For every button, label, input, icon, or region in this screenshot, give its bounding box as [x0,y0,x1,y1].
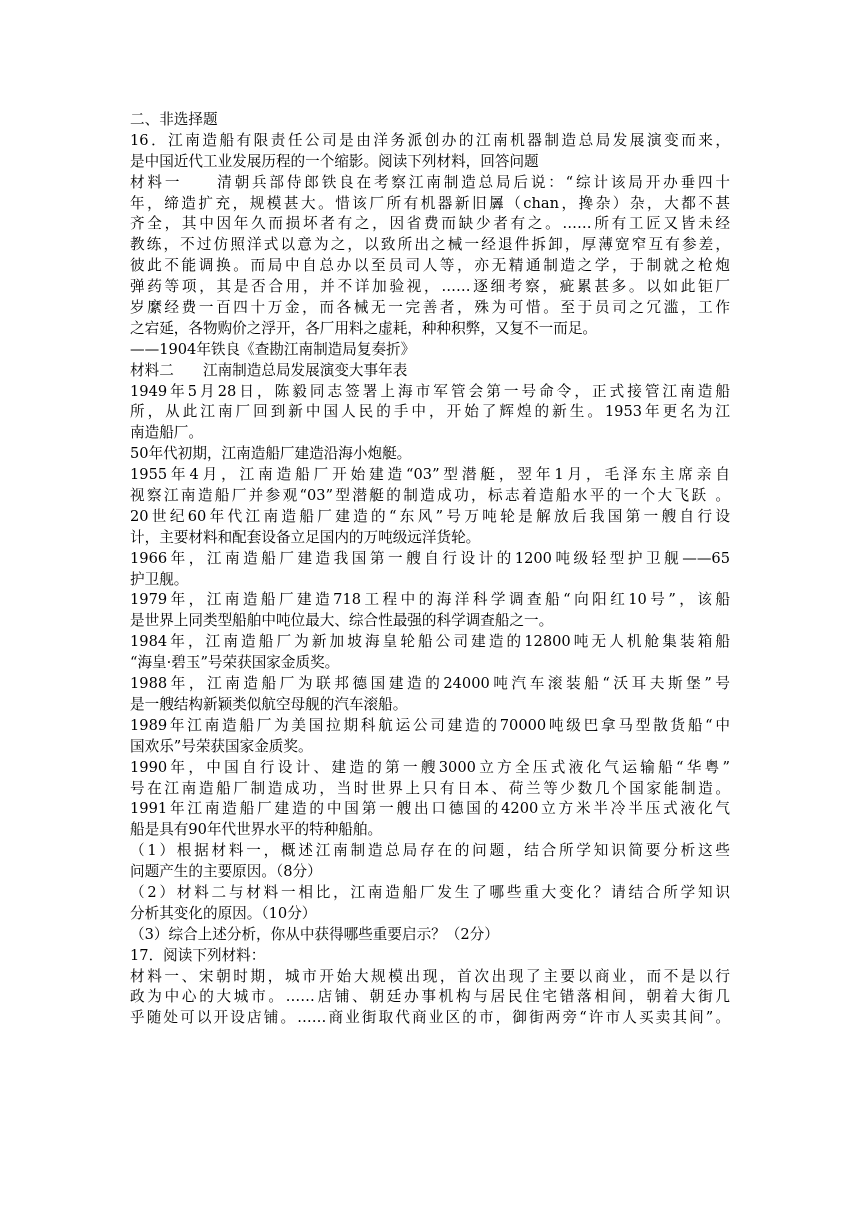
document-page [130,110,730,1029]
text-line: 船是具有90年代世界水平的特种船舶。 [130,821,383,839]
text-line: 岁縻经费一百四十万金，而各械无一完善者，殊为可惜。至于员司之冗滥，工作 [130,299,730,317]
text-line: 材料一 清朝兵部侍郎铁良在考察江南制造总局后说：“综计该局开办垂四十 [130,173,730,191]
text-line: 是中国近代工业发展历程的一个缩影。阅读下列材料，回答问题 [130,152,539,170]
text-line: 护卫舰。 [130,570,189,588]
text-line: 是世界上同类型船舶中吨位最大、综合性最强的科学调查船之一。 [130,612,554,630]
text-line: 1991年江南造船厂建造的中国第一艘出口德国的4200立方米半冷半压式液化气 [130,800,730,818]
text-line: 彼此不能调换。而局中自总办以至员司人等，亦无精通制造之学，于制就之枪炮 [130,257,730,275]
text-line: 教练，不过仿照洋式以意为之，以致所出之械一经退件拆卸，厚薄宽窄互有参差， [130,236,730,254]
text-line: 1955年4月，江南造船厂开始建造“03”型潜艇，翌年1月，毛泽东主席亲自 [130,466,730,484]
text-line: 1979年，江南造船厂建造718工程中的海洋科学调查船“向阳红10号”，该船 [130,591,730,609]
text-line: 弹药等项，其是否合用，并不详加验视，……逐细考察，疵累甚多。以如此钜厂 [130,278,730,296]
text-line: 视察江南造船厂并参观“03”型潜艇的制造成功，标志着造船水平的一个大飞跃 。 [130,487,730,505]
text-line: 50年代初期，江南造船厂建造沿海小炮艇。 [130,445,412,463]
text-line: 政为中心的大城市。……店铺、朝廷办事机构与居民住宅错落相间，朝着大街几 [130,988,730,1006]
text-line: （2）材料二与材料一相比，江南造船厂发生了哪些重大变化？请结合所学知识 [130,883,730,901]
text-line: 17．阅读下列材料： [130,946,266,964]
section-heading: 二、非选择题 [130,111,218,128]
text-line: 齐全，其中因年久而损坏者有之，因省费而缺少者有之。……所有工匠又皆未经 [130,215,730,233]
text-line: 1990年，中国自行设计、建造的第一艘3000立方全压式液化气运输船“华粤” [130,758,730,776]
text-line: 1989年江南造船厂为美国拉期科航运公司建造的70000吨级巴拿马型散货船“中 [130,716,730,734]
text-line: 材料二 江南制造总局发展演变大事年表 [130,361,408,379]
text-line: “海皇·碧玉”号荣获国家金质奖。 [130,654,340,672]
text-line: ——1904年铁良《查勘江南制造局复奏折》 [130,340,416,358]
text-line: 1949年5月28日，陈毅同志签署上海市军管会第一号命令，正式接管江南造船 [130,382,730,400]
text-line: 国欢乐”号荣获国家金质奖。 [130,737,313,755]
text-line: 号在江南造船厂制造成功，当时世界上只有日本、荷兰等少数几个国家能制造。 [130,779,730,797]
text-line: 乎随处可以开设店铺。……商业街取代商业区的市，御街两旁“许市人买卖其间”。 [130,1009,730,1027]
text-line: 计，主要材料和配套设备立足国内的万吨级远洋货轮。 [130,528,481,546]
text-line: 是一艘结构新颖类似航空母舰的汽车滚船。 [130,695,408,713]
text-line: 分析其变化的原因。（10分） [130,904,317,922]
text-line: 1966年，江南造船厂建造我国第一艘自行设计的1200吨级轻型护卫舰——65 [130,549,730,567]
text-line: 问题产生的主要原因。（8分） [130,863,322,881]
text-line: （1）根据材料一，概述江南制造总局存在的问题，结合所学知识简要分析这些 [130,842,730,860]
document-body [130,131,730,1029]
text-line: 1988年，江南造船厂为联邦德国建造的24000吨汽车滚装船“沃耳夫斯堡”号 [130,675,730,693]
text-line: 之宕延，各物购价之浮开，各厂用料之虚耗，种种积弊，又复不一而足。 [130,319,598,337]
text-line: （3）综合上述分析，你从中获得哪些重要启示？（2分） [130,925,499,943]
text-line: 年，缔造扩充，规模甚大。惜该厂所有机器新旧羼（chan，搀杂）杂，大都不甚 [130,194,730,212]
text-line: 20世纪60年代江南造船厂建造的“东风”号万吨轮是解放后我国第一艘自行设 [130,507,730,525]
text-line: 材料一、宋朝时期，城市开始大规模出现，首次出现了主要以商业，而不是以行 [130,967,730,985]
text-line: 南造船厂。 [130,424,203,442]
text-line: 所，从此江南厂回到新中国人民的手中，开始了辉煌的新生。1953年更名为江 [130,403,730,421]
text-line: 1984年，江南造船厂为新加坡海皇轮船公司建造的12800吨无人机舱集装箱船 [130,633,730,651]
text-line: 16．江南造船有限责任公司是由洋务派创办的江南机器制造总局发展演变而来， [130,131,730,149]
